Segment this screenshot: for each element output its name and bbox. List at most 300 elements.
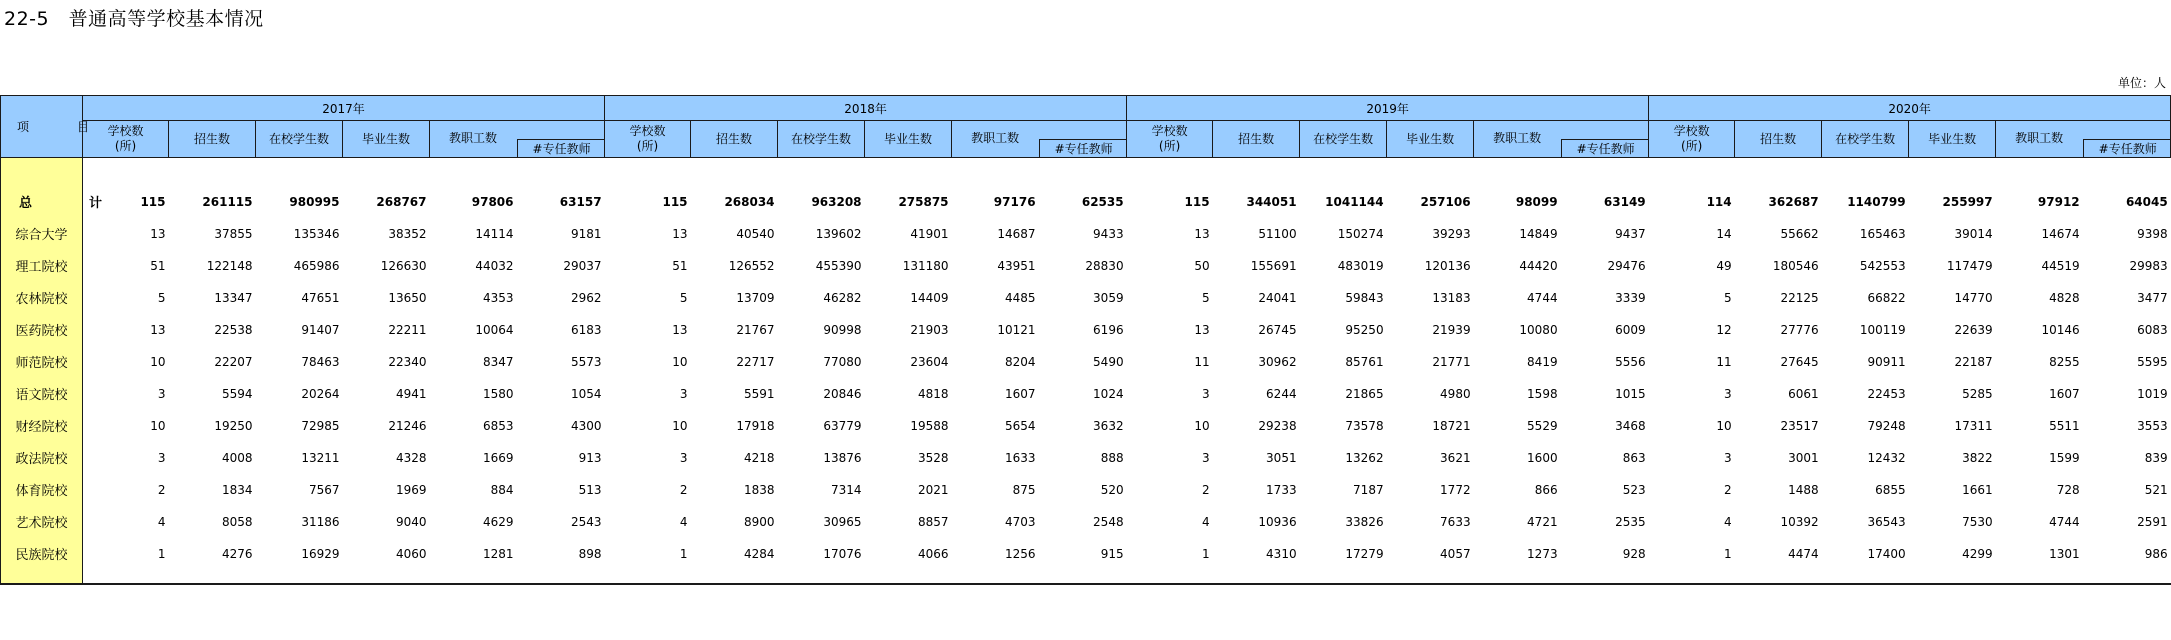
value-cell: 155691 xyxy=(1250,258,1297,273)
value-cell: 3339 xyxy=(1615,290,1646,305)
value-cell: 11 xyxy=(1194,354,1210,369)
value-cell: 22340 xyxy=(388,354,427,369)
value-cell: 14849 xyxy=(1519,226,1558,241)
enroll-header: 招生数 xyxy=(1735,121,1822,158)
value-cell: 17400 xyxy=(1867,546,1906,561)
value-cell: 23517 xyxy=(1780,418,1819,433)
value-cell: 1256 xyxy=(1005,546,1036,561)
value-cell: 4057 xyxy=(1440,546,1471,561)
value-cell: 10 xyxy=(1716,418,1732,433)
value-cell: 14409 xyxy=(910,290,949,305)
value-cell: 3 xyxy=(1724,386,1732,401)
value-cell: 4 xyxy=(679,514,688,529)
value-cell: 14770 xyxy=(1954,290,1993,305)
value-cell: 4485 xyxy=(1005,290,1036,305)
value-cell: 22211 xyxy=(388,322,427,337)
value-cell: 9433 xyxy=(1093,226,1124,241)
value-cell: 4703 xyxy=(1005,514,1036,529)
value-cell: 5511 xyxy=(2049,418,2080,433)
value-cell: 95250 xyxy=(1345,322,1384,337)
value-cell: 17918 xyxy=(736,418,775,433)
value-cell: 14114 xyxy=(475,226,514,241)
value-cell: 1 xyxy=(1201,546,1210,561)
value-cell: 29476 xyxy=(1607,258,1646,273)
value-cell: 40540 xyxy=(736,226,775,241)
page-title: 22-5 普通高等学校基本情况 xyxy=(4,8,264,30)
value-cell: 13 xyxy=(1194,226,1210,241)
value-cell: 77080 xyxy=(823,354,862,369)
value-cell: 520 xyxy=(1100,482,1124,497)
value-cell: 13650 xyxy=(388,290,427,305)
schools-header-line1: 学校数 xyxy=(629,124,666,138)
value-cell: 13876 xyxy=(823,450,862,465)
schools-header-line1: 学校数 xyxy=(1673,124,1710,138)
value-cell: 10121 xyxy=(997,322,1036,337)
value-cell: 20846 xyxy=(823,386,862,401)
value-cell: 3553 xyxy=(2137,418,2168,433)
value-cell: 122148 xyxy=(206,258,253,273)
students-header: 在校学生数 xyxy=(1822,121,1909,158)
value-cell: 2548 xyxy=(1093,514,1124,529)
value-cell: 91407 xyxy=(301,322,340,337)
value-cell: 7187 xyxy=(1353,482,1384,497)
value-cell: 3 xyxy=(679,450,688,465)
value-cell: 12432 xyxy=(1867,450,1906,465)
value-cell: 44420 xyxy=(1519,258,1558,273)
value-cell: 120136 xyxy=(1424,258,1471,273)
enroll-header: 招生数 xyxy=(169,121,256,158)
value-cell: 13 xyxy=(1194,322,1210,337)
enroll-header: 招生数 xyxy=(691,121,778,158)
value-cell: 72985 xyxy=(301,418,340,433)
value-cell: 11 xyxy=(1716,354,1732,369)
value-cell: 97176 xyxy=(993,194,1036,209)
value-cell: 1024 xyxy=(1093,386,1124,401)
table-row xyxy=(1,314,2171,346)
value-cell: 2591 xyxy=(2137,514,2168,529)
value-cell: 1 xyxy=(157,546,166,561)
table-row xyxy=(1,474,2171,506)
value-cell: 483019 xyxy=(1337,258,1384,273)
value-cell: 27776 xyxy=(1780,322,1819,337)
value-cell: 2 xyxy=(679,482,688,497)
statistics-table-container xyxy=(0,95,2170,585)
value-cell: 22453 xyxy=(1867,386,1906,401)
row-label: 语文院校 xyxy=(1,378,83,410)
value-cell: 22125 xyxy=(1780,290,1819,305)
spacer-cell xyxy=(83,158,2171,186)
value-cell: 268767 xyxy=(376,194,427,209)
value-cell: 6009 xyxy=(1615,322,1646,337)
value-cell: 1772 xyxy=(1440,482,1471,497)
value-cell: 1273 xyxy=(1527,546,1558,561)
value-cell: 4299 xyxy=(1962,546,1993,561)
value-cell: 2 xyxy=(1201,482,1210,497)
value-cell: 1015 xyxy=(1615,386,1646,401)
value-cell: 4328 xyxy=(395,450,427,465)
value-cell: 4 xyxy=(1201,514,1210,529)
value-cell: 523 xyxy=(1622,482,1646,497)
table-row xyxy=(1,378,2171,410)
table-row xyxy=(1,218,2171,250)
value-cell: 4218 xyxy=(744,450,775,465)
value-cell: 97806 xyxy=(471,194,514,209)
value-cell: 980995 xyxy=(289,194,340,209)
value-cell: 4744 xyxy=(2049,514,2080,529)
spacer-cell xyxy=(83,570,2171,584)
value-cell: 14 xyxy=(1716,226,1732,241)
staff-header-label: 教职工数 xyxy=(449,131,498,145)
value-cell: 19588 xyxy=(910,418,949,433)
value-cell: 4721 xyxy=(1527,514,1558,529)
value-cell: 344051 xyxy=(1246,194,1297,209)
value-cell: 4300 xyxy=(571,418,602,433)
graduates-header: 毕业生数 xyxy=(1909,121,1996,158)
graduates-header: 毕业生数 xyxy=(865,121,952,158)
value-cell: 4 xyxy=(157,514,166,529)
value-cell: 4629 xyxy=(482,514,514,529)
value-cell: 4008 xyxy=(221,450,253,465)
value-cell: 17076 xyxy=(823,546,862,561)
value-cell: 915 xyxy=(1100,546,1124,561)
value-cell: 27645 xyxy=(1780,354,1819,369)
value-cell: 9437 xyxy=(1615,226,1646,241)
value-cell: 22639 xyxy=(1954,322,1993,337)
value-cell: 50 xyxy=(1194,258,1210,273)
value-cell: 126630 xyxy=(380,258,427,273)
staff-header xyxy=(1996,121,2171,158)
year-header-1: 2018年 xyxy=(605,96,1127,121)
value-cell: 180546 xyxy=(1772,258,1819,273)
value-cell: 51 xyxy=(150,258,166,273)
value-cell: 98099 xyxy=(1515,194,1558,209)
value-cell: 3 xyxy=(1724,450,1732,465)
value-cell: 8255 xyxy=(2049,354,2080,369)
value-cell: 14687 xyxy=(997,226,1036,241)
value-cell: 26745 xyxy=(1258,322,1297,337)
value-cell: 1633 xyxy=(1005,450,1036,465)
staff-header-label: 教职工数 xyxy=(1493,131,1542,145)
year-header-0: 2017年 xyxy=(83,96,605,121)
value-cell: 10 xyxy=(1194,418,1210,433)
value-cell: 4941 xyxy=(395,386,427,401)
year-header-2: 2019年 xyxy=(1127,96,1649,121)
value-cell: 10064 xyxy=(475,322,514,337)
value-cell: 46282 xyxy=(823,290,862,305)
value-cell: 5529 xyxy=(1527,418,1558,433)
item-header: 项 目 xyxy=(1,96,83,158)
value-cell: 3528 xyxy=(918,450,949,465)
label-cell-empty xyxy=(1,570,83,584)
value-cell: 1281 xyxy=(482,546,514,561)
value-cell: 6855 xyxy=(1875,482,1906,497)
value-cell: 135346 xyxy=(293,226,340,241)
value-cell: 6244 xyxy=(1266,386,1297,401)
value-cell: 7567 xyxy=(308,482,340,497)
value-cell: 21767 xyxy=(736,322,775,337)
value-cell: 10936 xyxy=(1258,514,1297,529)
value-cell: 4066 xyxy=(918,546,949,561)
graduates-header: 毕业生数 xyxy=(343,121,430,158)
value-cell: 3477 xyxy=(2137,290,2168,305)
value-cell: 139602 xyxy=(815,226,862,241)
value-cell: 1661 xyxy=(1962,482,1993,497)
table-row xyxy=(1,506,2171,538)
schools-header-line1: 学校数 xyxy=(107,124,144,138)
value-cell: 898 xyxy=(578,546,602,561)
value-cell: 44519 xyxy=(2041,258,2080,273)
value-cell: 1733 xyxy=(1266,482,1297,497)
value-cell: 117479 xyxy=(1946,258,1993,273)
value-cell: 10 xyxy=(672,418,688,433)
graduates-header: 毕业生数 xyxy=(1387,121,1474,158)
schools-header-line2: (所) xyxy=(636,139,659,153)
value-cell: 6183 xyxy=(571,322,602,337)
value-cell: 30965 xyxy=(823,514,862,529)
value-cell: 928 xyxy=(1622,546,1646,561)
value-cell: 455390 xyxy=(815,258,862,273)
value-cell: 1580 xyxy=(482,386,514,401)
value-cell: 1838 xyxy=(744,482,775,497)
value-cell: 257106 xyxy=(1420,194,1471,209)
value-cell: 913 xyxy=(578,450,602,465)
value-cell: 1 xyxy=(679,546,688,561)
unit-note: 单位：人 xyxy=(2117,76,2166,90)
value-cell: 8900 xyxy=(744,514,775,529)
total-row xyxy=(1,186,2171,218)
value-cell: 13347 xyxy=(214,290,253,305)
value-cell: 22538 xyxy=(214,322,253,337)
statistics-table xyxy=(0,95,2171,585)
value-cell: 24041 xyxy=(1258,290,1297,305)
schools-header-line1: 学校数 xyxy=(1151,124,1188,138)
value-cell: 268034 xyxy=(724,194,775,209)
value-cell: 90998 xyxy=(823,322,862,337)
schools-header-line2: (所) xyxy=(1158,139,1181,153)
value-cell: 4276 xyxy=(221,546,253,561)
value-cell: 13 xyxy=(150,226,166,241)
value-cell: 23604 xyxy=(910,354,949,369)
value-cell: 4 xyxy=(1724,514,1732,529)
value-cell: 97912 xyxy=(2037,194,2080,209)
value-cell: 85761 xyxy=(1345,354,1384,369)
fulltime-teachers-header: #专任教师 xyxy=(1039,139,1127,158)
value-cell: 36543 xyxy=(1867,514,1906,529)
value-cell: 9040 xyxy=(395,514,427,529)
value-cell: 863 xyxy=(1622,450,1646,465)
value-cell: 6196 xyxy=(1093,322,1124,337)
value-cell: 10080 xyxy=(1519,322,1558,337)
value-cell: 1488 xyxy=(1788,482,1819,497)
value-cell: 9398 xyxy=(2137,226,2168,241)
value-cell: 3 xyxy=(157,450,166,465)
table-row xyxy=(1,346,2171,378)
value-cell: 165463 xyxy=(1859,226,1906,241)
value-cell: 64045 xyxy=(2125,194,2168,209)
row-label: 艺术院校 xyxy=(1,506,83,538)
schools-header xyxy=(605,121,691,158)
table-row xyxy=(1,282,2171,314)
value-cell: 21903 xyxy=(910,322,949,337)
value-cell: 29037 xyxy=(563,258,602,273)
row-label: 理工院校 xyxy=(1,250,83,282)
value-cell: 21865 xyxy=(1345,386,1384,401)
value-cell: 3001 xyxy=(1788,450,1819,465)
row-label: 体育院校 xyxy=(1,474,83,506)
value-cell: 839 xyxy=(2144,450,2168,465)
value-cell: 10392 xyxy=(1780,514,1819,529)
value-cell: 21771 xyxy=(1432,354,1471,369)
value-cell: 59843 xyxy=(1345,290,1384,305)
staff-header-label: 教职工数 xyxy=(971,131,1020,145)
value-cell: 3822 xyxy=(1962,450,1993,465)
value-cell: 13709 xyxy=(736,290,775,305)
value-cell: 2 xyxy=(1724,482,1732,497)
value-cell: 126552 xyxy=(728,258,775,273)
value-cell: 31186 xyxy=(301,514,340,529)
value-cell: 6061 xyxy=(1788,386,1819,401)
value-cell: 30962 xyxy=(1258,354,1297,369)
value-cell: 6083 xyxy=(2137,322,2168,337)
value-cell: 10 xyxy=(150,354,166,369)
value-cell: 3621 xyxy=(1440,450,1471,465)
row-label: 农林院校 xyxy=(1,282,83,314)
value-cell: 986 xyxy=(2144,546,2168,561)
value-cell: 4474 xyxy=(1788,546,1819,561)
fulltime-teachers-header: #专任教师 xyxy=(517,139,605,158)
value-cell: 4060 xyxy=(395,546,427,561)
value-cell: 5556 xyxy=(1615,354,1646,369)
value-cell: 115 xyxy=(140,194,166,209)
value-cell: 5591 xyxy=(744,386,775,401)
value-cell: 3059 xyxy=(1093,290,1124,305)
value-cell: 2962 xyxy=(571,290,602,305)
value-cell: 13 xyxy=(672,226,688,241)
value-cell: 1607 xyxy=(1005,386,1036,401)
value-cell: 14674 xyxy=(2041,226,2080,241)
value-cell: 37855 xyxy=(214,226,253,241)
value-cell: 5 xyxy=(1201,290,1210,305)
row-label: 综合大学 xyxy=(1,218,83,250)
value-cell: 8419 xyxy=(1527,354,1558,369)
spacer-row xyxy=(1,158,2171,186)
value-cell: 33826 xyxy=(1345,514,1384,529)
value-cell: 13 xyxy=(150,322,166,337)
value-cell: 1 xyxy=(1724,546,1732,561)
label-cell-empty xyxy=(1,158,83,186)
value-cell: 66822 xyxy=(1867,290,1906,305)
value-cell: 261115 xyxy=(202,194,253,209)
value-cell: 4353 xyxy=(482,290,514,305)
value-cell: 79248 xyxy=(1867,418,1906,433)
value-cell: 6853 xyxy=(482,418,514,433)
students-header: 在校学生数 xyxy=(1300,121,1387,158)
value-cell: 115 xyxy=(1184,194,1210,209)
value-cell: 41901 xyxy=(910,226,949,241)
value-cell: 3 xyxy=(157,386,166,401)
value-cell: 1607 xyxy=(2049,386,2080,401)
value-cell: 21246 xyxy=(388,418,427,433)
table-row xyxy=(1,250,2171,282)
value-cell: 963208 xyxy=(811,194,862,209)
value-cell: 115 xyxy=(662,194,688,209)
value-cell: 7530 xyxy=(1962,514,1993,529)
schools-header-line2: (所) xyxy=(1680,139,1703,153)
row-label: 民族院校 xyxy=(1,538,83,570)
value-cell: 3 xyxy=(679,386,688,401)
value-cell: 4744 xyxy=(1527,290,1558,305)
value-cell: 16929 xyxy=(301,546,340,561)
value-cell: 29238 xyxy=(1258,418,1297,433)
value-cell: 866 xyxy=(1534,482,1558,497)
value-cell: 10146 xyxy=(2041,322,2080,337)
value-cell: 1600 xyxy=(1527,450,1558,465)
value-cell: 542553 xyxy=(1859,258,1906,273)
value-cell: 5285 xyxy=(1962,386,1993,401)
value-cell: 49 xyxy=(1716,258,1732,273)
value-cell: 8058 xyxy=(221,514,253,529)
value-cell: 22717 xyxy=(736,354,775,369)
value-cell: 13183 xyxy=(1432,290,1471,305)
value-cell: 22187 xyxy=(1954,354,1993,369)
schools-header xyxy=(1649,121,1735,158)
value-cell: 3051 xyxy=(1266,450,1297,465)
value-cell: 13 xyxy=(672,322,688,337)
value-cell: 3 xyxy=(1201,450,1210,465)
schools-header-line2: (所) xyxy=(114,139,137,153)
value-cell: 10 xyxy=(150,418,166,433)
students-header: 在校学生数 xyxy=(778,121,865,158)
row-label: 政法院校 xyxy=(1,442,83,474)
value-cell: 275875 xyxy=(898,194,949,209)
value-cell: 44032 xyxy=(475,258,514,273)
staff-header xyxy=(1474,121,1649,158)
value-cell: 62535 xyxy=(1081,194,1124,209)
value-cell: 100119 xyxy=(1859,322,1906,337)
value-cell: 38352 xyxy=(388,226,427,241)
value-cell: 21939 xyxy=(1432,322,1471,337)
value-cell: 1041144 xyxy=(1325,194,1384,209)
value-cell: 63779 xyxy=(823,418,862,433)
value-cell: 3468 xyxy=(1615,418,1646,433)
fulltime-teachers-header: #专任教师 xyxy=(1561,139,1649,158)
row-label: 医药院校 xyxy=(1,314,83,346)
value-cell: 2021 xyxy=(918,482,949,497)
value-cell: 2535 xyxy=(1615,514,1646,529)
value-cell: 90911 xyxy=(1867,354,1906,369)
staff-header xyxy=(430,121,605,158)
value-cell: 43951 xyxy=(997,258,1036,273)
table-row xyxy=(1,538,2171,570)
enroll-header: 招生数 xyxy=(1213,121,1300,158)
row-label: 总 计 xyxy=(1,186,83,218)
spacer-row xyxy=(1,570,2171,584)
value-cell: 12 xyxy=(1716,322,1732,337)
value-cell: 1598 xyxy=(1527,386,1558,401)
value-cell: 8347 xyxy=(482,354,514,369)
value-cell: 78463 xyxy=(301,354,340,369)
value-cell: 1054 xyxy=(571,386,602,401)
row-label: 师范院校 xyxy=(1,346,83,378)
value-cell: 63157 xyxy=(559,194,602,209)
value-cell: 47651 xyxy=(301,290,340,305)
value-cell: 8857 xyxy=(918,514,949,529)
value-cell: 28830 xyxy=(1085,258,1124,273)
value-cell: 5 xyxy=(679,290,688,305)
value-cell: 39293 xyxy=(1432,226,1471,241)
value-cell: 1599 xyxy=(2049,450,2080,465)
value-cell: 1140799 xyxy=(1847,194,1906,209)
